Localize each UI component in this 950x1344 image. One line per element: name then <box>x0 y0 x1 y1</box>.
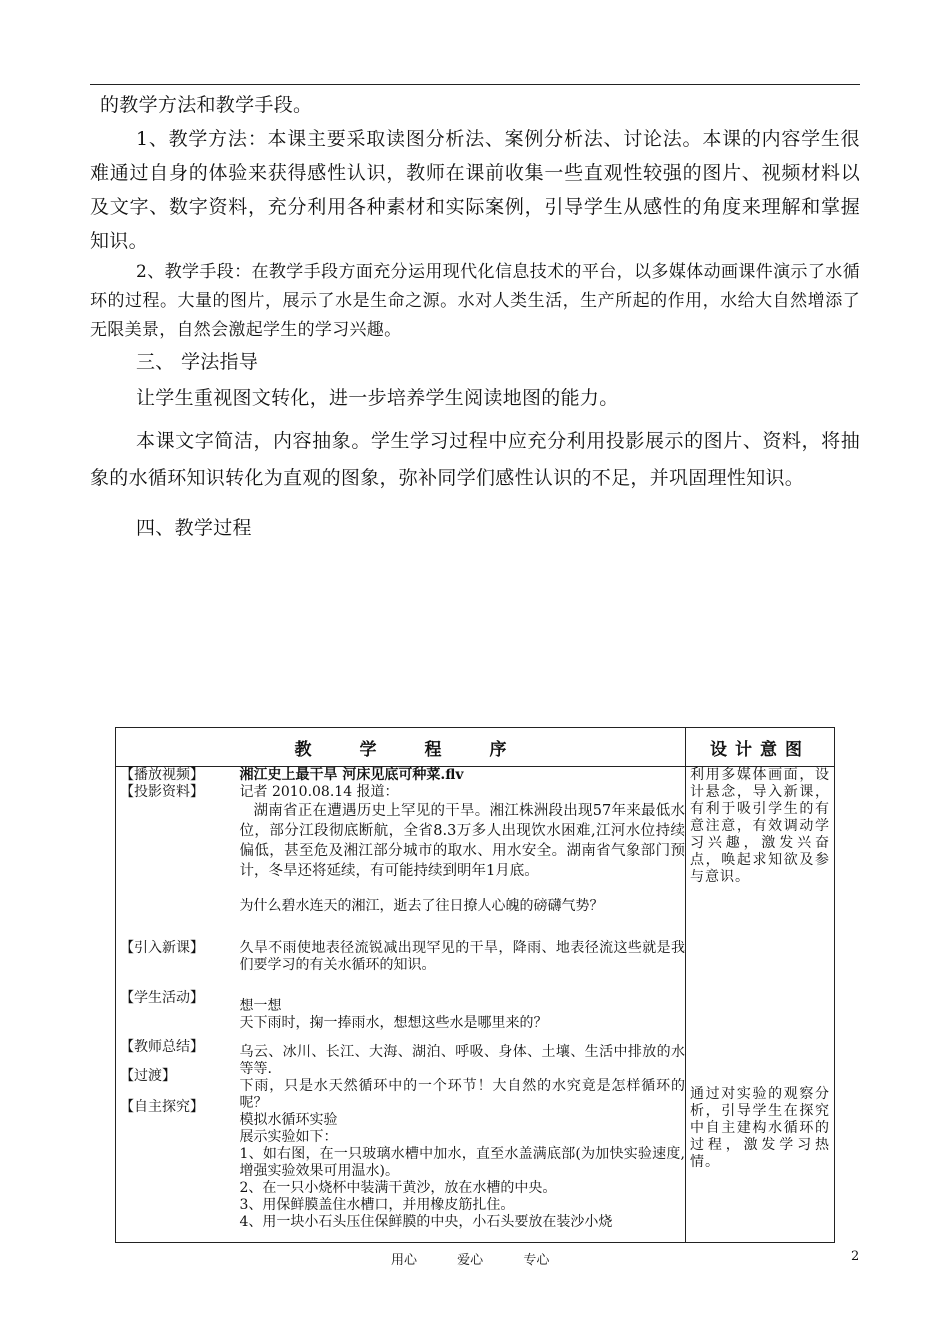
label-projection: 【投影资料】 <box>120 784 204 800</box>
teaching-process-table <box>115 727 835 1243</box>
experiment-step-1: 1、如右图，在一只玻璃水槽中加水，直至水盖满底部(为加快实验速度,增强实验效果可用温水)。 <box>239 1146 685 1179</box>
question-text: 为什么碧水连天的湘江，逝去了往日撩人心魄的磅礴气势？ <box>239 898 604 914</box>
body-text <box>90 88 860 545</box>
label-column <box>116 767 240 1243</box>
experiment-step-3: 3、用保鲜膜盖住水槽口，并用橡皮筋扎住。 <box>239 1197 515 1213</box>
header-teaching-procedure: 教学程序 <box>116 728 686 767</box>
transition-text: 下雨，只是水天然循环中的一个环节！大自然的水究竟是怎样循环的呢？ <box>239 1078 685 1111</box>
label-transition: 【过渡】 <box>120 1068 176 1084</box>
experiment-step-2: 2、在一只小烧杯中装满干黄沙，放在水槽的中央。 <box>239 1180 557 1196</box>
label-self-exploration: 【自主探究】 <box>120 1099 204 1115</box>
design-intent-intro: 利用多媒体画面，设计悬念，导入新课，有利于吸引学生的有意注意，有效调动学习兴趣，激发兴奋点，唤起求知欲及参与意识。 <box>690 767 830 885</box>
table-header-row <box>116 728 835 767</box>
slogan-word-2: 爱心 <box>457 1253 484 1268</box>
reporter-line: 记者 2010.08.14 报道： <box>239 784 399 800</box>
summary-text: 乌云、冰川、长江、大海、湖泊、呼吸、身体、土壤、生活中排放的水等等. <box>239 1044 685 1077</box>
header-design-intent: 设计意图 <box>686 728 835 767</box>
table-body-row <box>116 767 835 1243</box>
label-play-video: 【播放视频】 <box>120 767 204 783</box>
intro-text: 久旱不雨使地表径流锐减出现罕见的干旱，降雨、地表径流这些就是我们要学习的有关水循环的知识。 <box>239 940 685 973</box>
design-intent-experiment: 通过对实验的观察分析，引导学生在探究中自主建构水循环的过程，激发学习热情。 <box>690 1086 830 1170</box>
label-intro: 【引入新课】 <box>120 940 204 956</box>
experiment-title: 模拟水循环实验 <box>239 1112 338 1128</box>
section-heading-teaching-process: 四、教学过程 <box>136 517 252 539</box>
paragraph-course-content: 本课文字简洁，内容抽象。学生学习过程中应充分利用投影展示的图片、资料，将抽象的水循环知识转化为直观的图象，弥补同学们感性认识的不足，并巩固理性知识。 <box>90 430 860 489</box>
experiment-intro: 展示实验如下： <box>239 1129 338 1145</box>
footer-slogan <box>391 1249 567 1268</box>
paragraph-map-reading: 让学生重视图文转化，进一步培养学生阅读地图的能力。 <box>136 387 619 409</box>
label-teacher-summary: 【教师总结】 <box>120 1039 204 1055</box>
experiment-step-4: 4、用一块小石头压住保鲜膜的中央，小石头要放在装沙小烧 <box>239 1214 613 1230</box>
slogan-word-3: 专心 <box>523 1253 550 1268</box>
label-student-activity: 【学生活动】 <box>120 990 204 1006</box>
header-rule <box>90 84 860 85</box>
page-number: 2 <box>851 1249 860 1264</box>
paragraph-teaching-methods: 1、教学方法：本课主要采取读图分析法、案例分析法、讨论法。本课的内容学生很难通过自身的体验来获得感性认识，教师在课前收集一些直观性较强的图片、视频材料以及文字、数字资料，充分利用各种素材和实际案例，引导学生从感性的角度来理解和掌握知识。 <box>90 128 860 252</box>
paragraph-continuation: 的教学方法和教学手段。 <box>100 94 313 116</box>
design-intent-column <box>686 767 835 1243</box>
slogan-word-1: 用心 <box>391 1253 418 1268</box>
think-title: 想一想 <box>239 998 282 1014</box>
think-text: 天下雨时，掬一捧雨水，想想这些水是哪里来的？ <box>239 1015 548 1031</box>
section-heading-learning-guidance: 三、 学法指导 <box>136 351 259 373</box>
news-report: 湖南省正在遭遇历史上罕见的干旱。湘江株洲段出现57年来最低水位，部分江段彻底断航，全省8.3万多人出现饮水困难,江河水位持续偏低，甚至危及湘江部分城市的取水、用水安全。湖南省气象部门预计，冬旱还将延续，有可能持续到明年1月底。 <box>239 803 685 879</box>
video-title: 湘江史上最干旱 河床见底可种菜.flv <box>239 767 464 783</box>
content-column <box>240 767 686 1243</box>
paragraph-teaching-means: 2、教学手段：在教学手段方面充分运用现代化信息技术的平台，以多媒体动画课件演示了水循环的过程。大量的图片，展示了水是生命之源。水对人类生活，生产所起的作用，水给大自然增添了无限美景，自然会激起学生的学习兴趣。 <box>90 262 860 340</box>
